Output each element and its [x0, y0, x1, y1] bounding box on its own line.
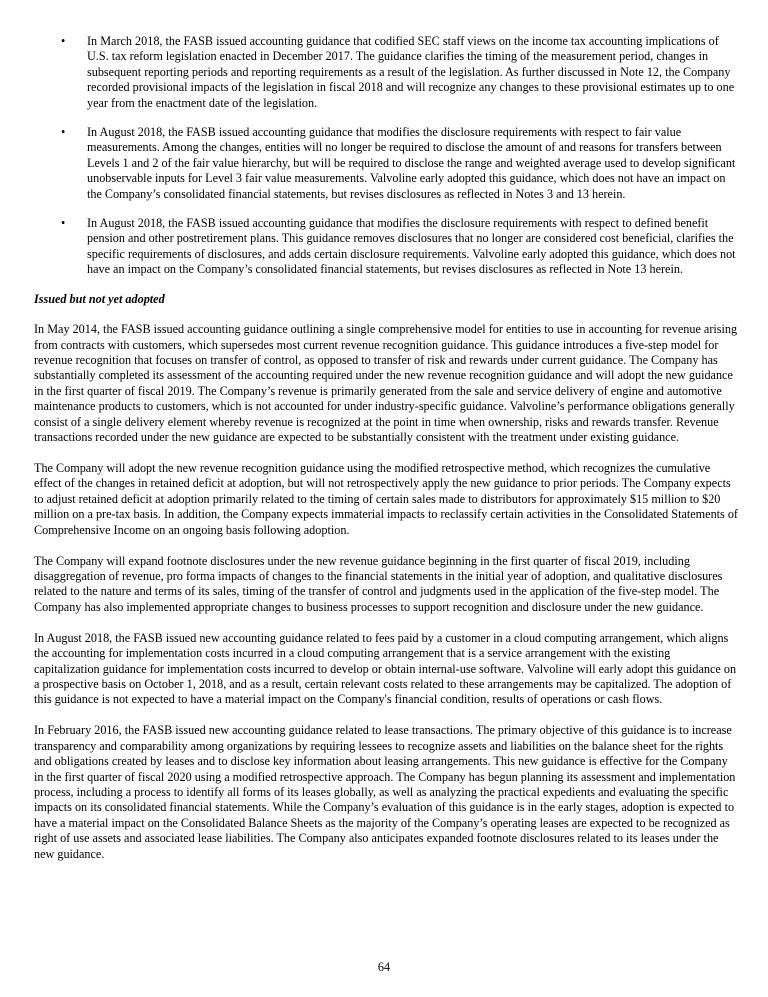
- paragraph-revenue-recognition: In May 2014, the FASB issued accounting guidance outlining a single comprehensive model for entities to use in accounting for revenue arising from contracts with customers, which supersedes most current revenue recognition guidance. This guidance introduces a five-step model for revenue recognition that focuses on transfer of control, as opposed to transfer of risk and rewards under current guidance. The Company has substantially completed its assessment of the accounting required under the new revenue recognition guidance and will adopt the new guidance in the first quarter of fiscal 2019. The Company’s revenue is primarily generated from the sale and service delivery of engine and automotive maintenance products to customers, which is not accounted for under industry-specific guidance. Valvoline’s performance obligations generally consist of a single delivery element whereby revenue is recognized at the point in time when ownership, risks and rewards transfer. Revenue transactions recorded under the new guidance are expected to be substantially consistent with the treatment under existing guidance.: [34, 322, 738, 444]
- bullet-item-pension: [34, 216, 738, 278]
- page-number: 64: [377, 960, 391, 974]
- bullet-text: In August 2018, the FASB issued accounting guidance that modifies the disclosure requirements with respect to fair value measurements. Among the changes, entities will no longer be required to disclose the amount of and reasons for transfers between Levels 1 and 2 of the fair value hierarchy, but will be required to disclose the range and weighted average used to develop significant unobservable inputs for Level 3 fair value measurements. Valvoline early adopted this guidance, which does not have an impact on the Company’s consolidated financial statements, but revises disclosures as reflected in Notes 3 and 13 herein.: [87, 125, 736, 201]
- paragraph-cloud-computing: In August 2018, the FASB issued new accounting guidance related to fees paid by a customer in a cloud computing arrangement, which aligns the accounting for implementation costs incurred in a cloud computing arrangement that is a service arrangement with the existing capitalization guidance for implementation costs incurred to develop or obtain internal-use software. Valvoline will early adopt this guidance on a prospective basis on October 1, 2018, and as a result, certain relevant costs related to these arrangements may be capitalized. The adoption of this guidance is not expected to have a material impact on the Company's financial condition, results of operations or cash flows.: [34, 630, 737, 707]
- paragraph-adoption-method: The Company will adopt the new revenue recognition guidance using the modified retrospective method, which recognizes the cumulative effect of the changes in retained deficit at adoption, but will not retrospectively apply the new guidance to prior periods. The Company expects to adjust retained deficit at adoption primarily related to the timing of certain sales made to distributors for approximately $15 million to $20 million on a pre-tax basis. In addition, the Company expects immaterial impacts to reclassify certain activities in the Consolidated Statements of Comprehensive Income on an ongoing basis following adoption.: [34, 460, 738, 537]
- bullet-item-fair-value: [34, 125, 738, 202]
- paragraph-footnote-disclosures: The Company will expand footnote disclosures under the new revenue guidance beginning in the first quarter of fiscal 2019, including disaggregation of revenue, pro forma impacts of changes to the financial statements in the initial year of adoption, and qualitative disclosures related to the nature and terms of its sales, timing of the transfer of control and judgments used in the application of the five-step model. The Company has also implemented appropriate changes to business processes to support recognition and disclosure under the new guidance.: [34, 553, 723, 614]
- bullet-icon: •: [61, 125, 66, 140]
- bullet-icon: •: [61, 216, 66, 231]
- paragraph-leases: In February 2016, the FASB issued new accounting guidance related to lease transactions. The primary objective of this guidance is to increase transparency and comparability among organizations by requiring lessees to recognize assets and liabilities on the balance sheet for the rights and obligations created by leases and to disclose key information about leasing arrangements. This new guidance is effective for the Company in the first quarter of fiscal 2020 using a modified retrospective approach. The Company has begun planning its assessment and implementation process, including a process to identify all forms of its leases globally, as well as analyzing the practical expedients and evaluating the specific impacts on its consolidated financial statements. While the Company’s evaluation of this guidance is in the early stages, adoption is expected to have a material impact on the Consolidated Balance Sheets as the majority of the Company’s operating leases are expected to be recognized as right of use assets and associated lease liabilities. The Company also anticipates expanded footnote disclosures related to its leases under the new guidance.: [34, 723, 736, 861]
- bullet-icon: •: [61, 34, 66, 48]
- bullet-text: In March 2018, the FASB issued accounting guidance that codified SEC staff views on the income tax accounting implications of U.S. tax reform legislation enacted in December 2017. The guidance clarifies the timing of the measurement period, changes in subsequent reporting periods and reporting requirements as a result of the legislation. As further discussed in Note 12, the Company recorded provisional impacts of the legislation in fiscal 2018 and will recognize any changes to these provisional estimates up to one year from the enactment date of the legislation.: [87, 34, 735, 110]
- document-page: [34, 34, 738, 878]
- bullet-text: In August 2018, the FASB issued accounting guidance that modifies the disclosure requirements with respect to defined benefit pension and other postretirement plans. This guidance removes disclosures that no longer are considered cost beneficial, clarifies the specific requirements of disclosures, and adds certain disclosure requirements. Valvoline early adopted this guidance, which does not have an impact on the Company’s consolidated financial statements, but revises disclosures as reflected in Note 13 herein.: [87, 216, 736, 277]
- section-heading: Issued but not yet adopted: [34, 291, 165, 306]
- bullet-item-tax-reform: [34, 34, 738, 111]
